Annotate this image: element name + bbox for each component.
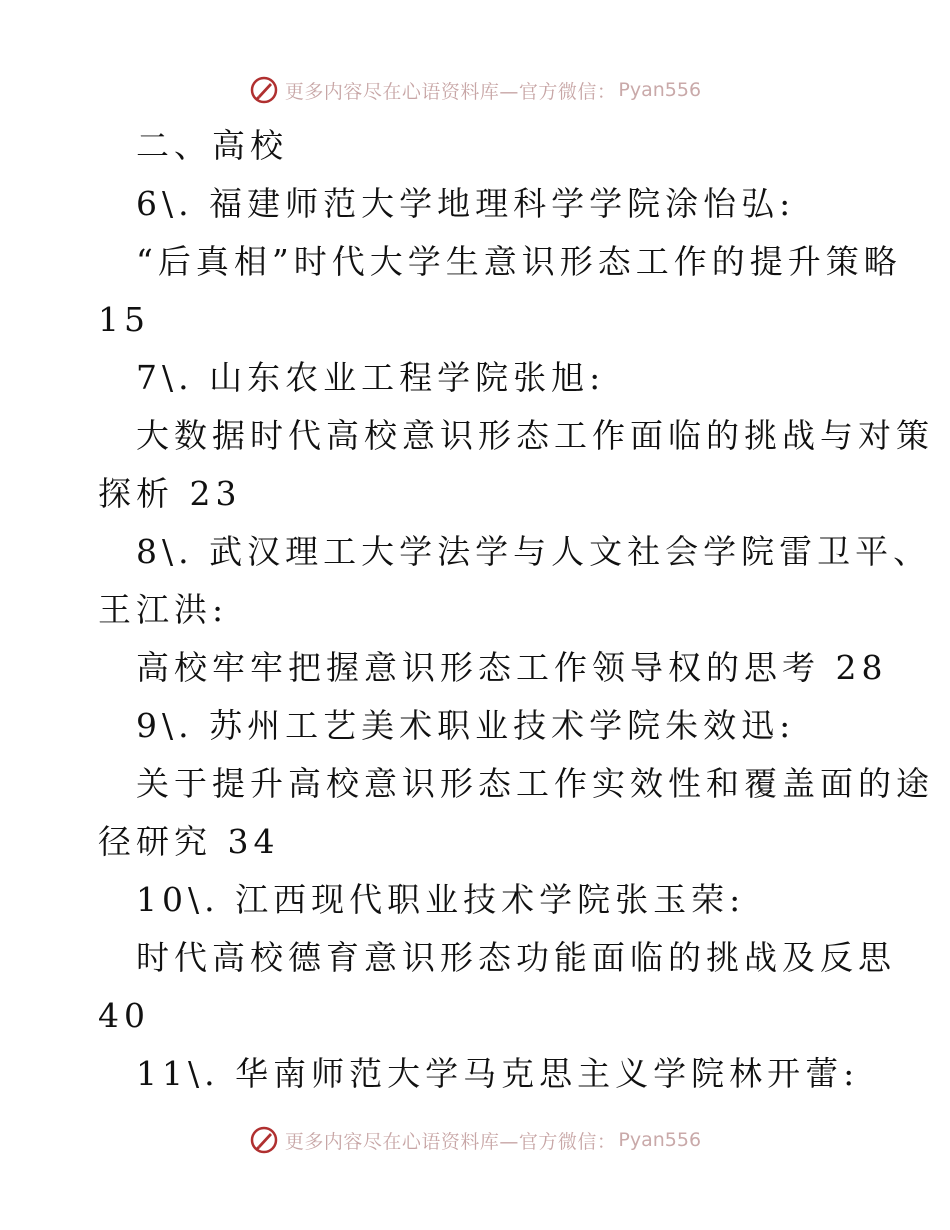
watermark-handle: Pyan556: [618, 1129, 702, 1151]
toc-entry-author: 8\. 武汉理工大学法学与人文社会学院雷卫平、: [136, 532, 932, 571]
toc-entry-author: 11\. 华南师范大学马克思主义学院林开蕾:: [136, 1054, 860, 1093]
quill-logo-icon: [249, 75, 279, 105]
toc-entry-title: 高校牢牢把握意识形态工作领导权的思考 28: [136, 648, 888, 687]
header-watermark: [0, 70, 950, 110]
watermark-text: 更多内容尽在心语资料库—官方微信：: [284, 1130, 617, 1153]
quill-logo-icon: [249, 1125, 279, 1155]
toc-entry-author: 10\. 江西现代职业技术学院张玉荣:: [136, 880, 746, 919]
toc-entry-author: 9\. 苏州工艺美术职业技术学院朱效迅:: [136, 706, 796, 745]
toc-entry-page: 40: [98, 996, 150, 1035]
toc-entry-title-continued: 探析 23: [98, 474, 242, 513]
toc-entry-title: “后真相”时代大学生意识形态工作的提升策略: [136, 242, 902, 281]
toc-entry-author-continued: 王江洪:: [98, 590, 229, 629]
watermark-handle: Pyan556: [618, 79, 702, 101]
toc-entry-title-continued: 径研究 34: [98, 822, 280, 861]
toc-entry-author: 6\. 福建师范大学地理科学学院涂怡弘:: [136, 184, 796, 223]
toc-entry-title: 时代高校德育意识形态功能面临的挑战及反思: [136, 938, 896, 977]
toc-entry-title: 大数据时代高校意识形态工作面临的挑战与对策: [136, 416, 934, 455]
toc-entry-page: 15: [98, 300, 150, 339]
toc-entry-author: 7\. 山东农业工程学院张旭:: [136, 358, 606, 397]
section-heading: 二、高校: [136, 126, 288, 165]
footer-watermark: [0, 1120, 950, 1160]
toc-entry-title: 关于提升高校意识形态工作实效性和覆盖面的途: [136, 764, 934, 803]
watermark-text: 更多内容尽在心语资料库—官方微信：: [284, 80, 617, 103]
